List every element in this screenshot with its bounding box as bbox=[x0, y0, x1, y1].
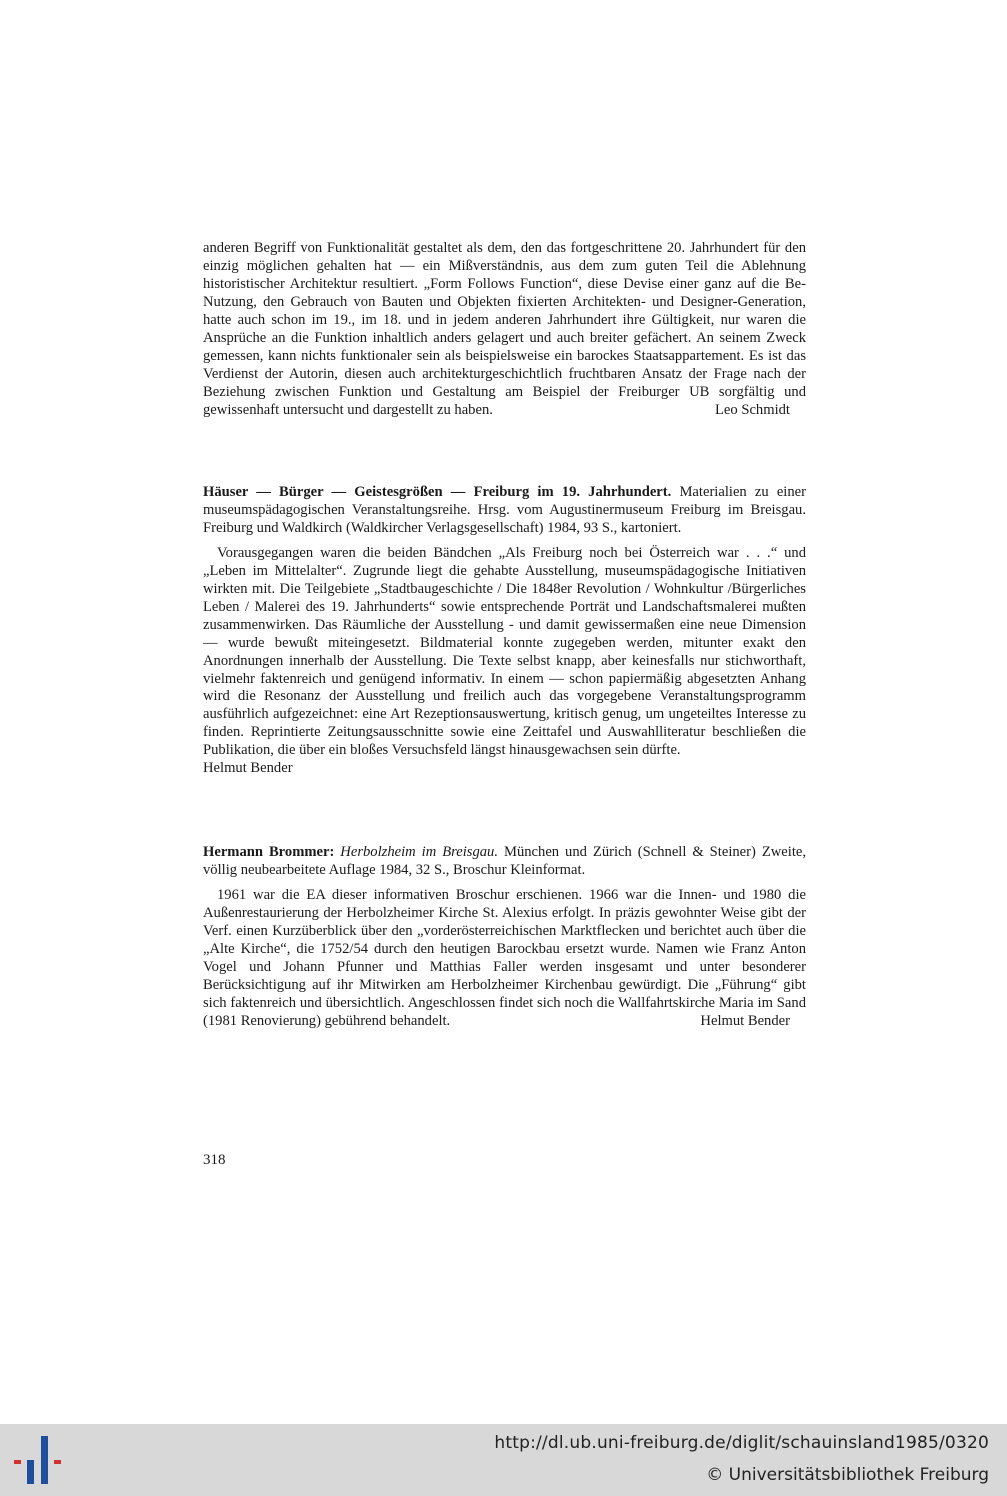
footer-url-link[interactable]: http://dl.ub.uni-freiburg.de/diglit/schauinsland1985/0320 bbox=[494, 1433, 989, 1453]
review-signature: Helmut Bender bbox=[203, 760, 293, 777]
review-continuation bbox=[203, 240, 806, 420]
book-citation: München und Zürich (Schnell & Steiner) Zweite, völlig neubearbeitete Auflage 1984, 32 S., Broschur Kleinformat. bbox=[203, 844, 806, 878]
footer-copyright: © Universitätsbibliothek Freiburg bbox=[706, 1465, 989, 1485]
book-citation: Materialien zu einer museumspädagogischen Veranstaltungsreihe. Hrsg. vom Augustinermuseum Freiburg im Breisgau. Freiburg und Waldkirch (Waldkircher Verlagsgesellschaft) 1984, 93 S., kartoniert. bbox=[203, 484, 806, 536]
page-number: 318 bbox=[203, 1152, 226, 1168]
review-text: anderen Begriff von Funktionalität gestaltet als dem, den das fortgeschrittene 20. Jahrhundert für den einzig möglichen gehalten hat — ein Mißverständnis, aus dem zum guten Teil die Ablehnung historistischer Architektur resultiert. „Form Follows Function“, diese Devise einer ganz auf die Be-Nutzung, den Gebrauch von Bauten und Objekten fixierten Architekten- und Designer-Generation, hatte auch schon im 19., im 18. und in jedem anderen Jahrhundert ihre Gültigkeit, nur waren die Ansprüche an die Funktion inhaltlich anders gelagert und auch breiter gefächert. An seinem Zweck gemessen, kann nichts funktionaler sein als beispielsweise ein barockes Staatsappartement. Es ist das Verdienst der Autorin, diesen auch architekturgeschichtlich fruchtbaren Ansatz der Frage nach der Beziehung zwischen Funktion und Gestaltung am Beispiel der Freiburger UB sorgfältig und gewissenhaft untersucht und dargestellt zu haben. bbox=[203, 240, 806, 418]
review-paragraph bbox=[203, 240, 806, 420]
book-author: Hermann Brommer: bbox=[203, 844, 335, 860]
review-body bbox=[203, 545, 806, 778]
review-haeuser-buerger bbox=[203, 484, 806, 778]
book-title: Herbolzheim im Breisgau. bbox=[340, 844, 499, 860]
footer-bar bbox=[0, 1424, 1007, 1496]
ub-freiburg-logo-icon[interactable] bbox=[14, 1434, 64, 1486]
review-heading bbox=[203, 844, 806, 880]
review-herbolzheim bbox=[203, 844, 806, 1031]
review-text: 1961 war die EA dieser informativen Broschur erschienen. 1966 war die Innen- und 1980 die Außenrestaurierung der Herbolzheimer Kirche St. Alexius erfolgt. In präzis gewohnter Weise gibt der Verf. einen Kurzüberblick über den „vorderösterreichischen Marktflecken und berichtet auch über die „Alte Kirche“, die 1752/54 durch den heutigen Barockbau ersetzt wurde. Namen wie Franz Anton Vogel und Johann Pfunner und Matthias Faller werden insgesamt und unter besonderer Berücksichtigung auf ihr Mitwirken am Herbolzheimer Kirchenbau gewürdigt. Die „Führung“ gibt sich faktenreich und übersichtlich. Angeschlossen findet sich noch die Wallfahrtskirche Maria im Sand (1981 Renovierung) gebührend behandelt. bbox=[203, 886, 806, 1029]
book-title: Häuser — Bürger — Geistesgrößen — Freiburg im 19. Jahrhundert. bbox=[203, 484, 672, 500]
review-signature: Helmut Bender bbox=[700, 1012, 790, 1029]
review-heading bbox=[203, 484, 806, 538]
review-signature: Leo Schmidt bbox=[715, 401, 790, 418]
review-paragraph bbox=[203, 887, 806, 1031]
review-text: Vorausgegangen waren die beiden Bändchen „Als Freiburg noch bei Österreich war . . .“ und „Leben im Mittelalter“. Zugrunde liegt die gehabte Ausstellung, museumspädagogische Initiativen wirkten mit. Die Teilgebiete „Stadtbaugeschichte / Die 1848er Revolution / Wohnkultur /Bürgerliches Leben / Malerei des 19. Jahrhunderts“ sowie entsprechende Porträt und Landschaftsmalerei mußten zusammenwirken. Das Räumliche der Ausstellung - und damit gewissermaßen eine neue Dimension — wurde bewußt miteingesetzt. Bildmaterial konnte zugegeben werden, mitunter exakt den Anordnungen innerhalb der Ausstellung. Die Texte selbst knapp, aber keinesfalls nur stichworthaft, vielmehr faktenreich und genügend informativ. In einem — schon papiermäßig abgesetzten Anhang wird die Resonanz der Ausstellung und freilich auch das vorgegebene Veranstaltungsprogramm ausführlich aufgezeichnet: eine Art Rezeptionsauswertung, kritisch genug, um ungeteiltes Interesse zu finden. Reprintierte Zeitungsausschnitte sowie eine Zeittafel und Auswahlliteratur beschließen die Publikation, die über ein bloßes Versuchsfeld längst hinausgewachsen sein dürfte. bbox=[203, 544, 806, 759]
review-body bbox=[203, 887, 806, 1031]
